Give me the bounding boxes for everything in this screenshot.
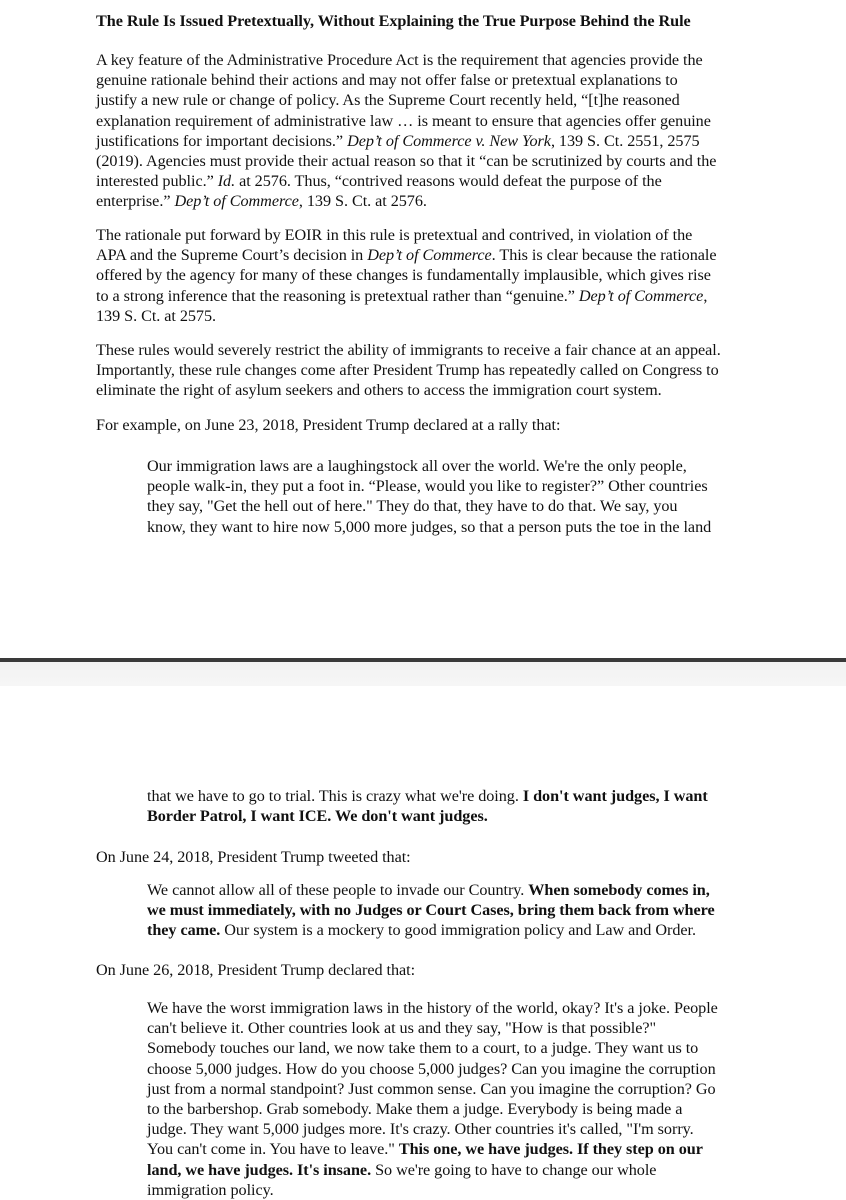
quote-june-26-remarks [147, 998, 747, 1200]
text-run: These rules would severely restrict the ability of immigrants to receive a fair chance at an appeal. [96, 341, 721, 359]
text-run: You can't come in. You have to leave." [147, 1140, 399, 1159]
text-line [96, 265, 756, 285]
text-line [147, 1160, 747, 1180]
text-run: For example, on June 23, 2018, President Trump declared at a rally that: [96, 416, 561, 434]
text-run: offered by the agency for many of these changes is fundamentally implausible, which gives rise [96, 266, 711, 285]
text-run: We cannot allow all of these people to invade our Country. [147, 881, 529, 899]
text-line [96, 131, 756, 151]
text-run: (2019). Agencies must provide their actual reason so that it “can be scrutinized by courts and the [96, 152, 717, 171]
quote-june-23-rally [147, 456, 747, 537]
text-line [96, 360, 756, 380]
text-line [147, 1018, 747, 1038]
text-line [147, 900, 747, 920]
text-run: they say, "Get the hell out of here." They do that, they have to do that. We say, you [147, 497, 678, 516]
text-run: that we have to go to trial. This is crazy what we're doing. [147, 787, 523, 805]
bold-text: When somebody comes in, [528, 881, 710, 899]
paragraph-restrict-appeals [96, 340, 756, 401]
text-line [96, 111, 756, 131]
bold-text: Border Patrol, I want ICE. We don't want judges. [147, 807, 488, 826]
text-line [147, 880, 747, 900]
text-run: So we're going to have to change our whole [371, 1160, 657, 1179]
text-line [96, 191, 756, 211]
text-line [147, 1038, 747, 1058]
case-citation: Id. [217, 172, 236, 191]
text-line [96, 847, 756, 867]
text-line [96, 171, 756, 191]
text-run: The rationale put forward by EOIR in this rule is pretextual and contrived, in violation of the [96, 226, 693, 244]
case-citation: Dep’t of Commerce [578, 286, 704, 305]
text-line [96, 151, 756, 171]
text-run: choose 5,000 judges. How do you choose 5,000 judges? Can you imagine the corruption [147, 1059, 716, 1078]
text-line [147, 786, 747, 806]
text-line [96, 245, 756, 265]
case-citation: Dep’t of Commerce v. New York [347, 131, 551, 150]
text-run: , 139 S. Ct. 2551, 2575 [550, 131, 700, 150]
text-line [96, 960, 756, 980]
quote-june-23-rally-continued [147, 786, 747, 826]
page-separator [0, 658, 846, 686]
text-run: to the barbershop. Grab somebody. Make them a judge. Everybody is being made a [147, 1100, 683, 1119]
text-run: APA and the Supreme Court’s decision in [96, 246, 368, 265]
text-line [147, 476, 747, 496]
text-line [147, 1059, 747, 1079]
text-run: justifications for important decisions.” [96, 131, 348, 150]
text-line [147, 1139, 747, 1159]
text-run: . This is clear because the rationale [491, 246, 717, 265]
text-run: at 2576. Thus, “contrived reasons would defeat the purpose of the [235, 172, 662, 191]
paragraph-june-23-intro [96, 415, 756, 435]
case-citation: Dep’t of Commerce [174, 192, 299, 211]
text-line [96, 340, 756, 360]
quote-june-24-tweet [147, 880, 747, 941]
text-line [147, 998, 747, 1018]
text-run: On June 26, 2018, President Trump declared that: [96, 961, 416, 979]
text-run: enterprise.” [96, 192, 175, 211]
text-line [147, 806, 747, 826]
paragraph-pretextual-rationale [96, 225, 756, 326]
text-run: to a strong inference that the reasoning is pretextual rather than “genuine.” [96, 286, 579, 305]
text-run: 139 S. Ct. at 2575. [96, 306, 217, 325]
text-line [96, 415, 756, 435]
text-line [147, 456, 747, 476]
text-run: interested public.” [96, 172, 218, 191]
bold-text: they came. [147, 921, 221, 940]
text-run: judge. They want 5,000 judges more. It's crazy. Other countries it's called, "I'm sorry. [147, 1120, 694, 1139]
bold-text: we must immediately, with no Judges or Court Cases, bring them back from where [147, 901, 715, 920]
text-line [96, 380, 756, 400]
text-run: eliminate the right of asylum seekers and others to access the immigration court system. [96, 381, 662, 400]
text-run: Importantly, these rule changes come after President Trump has repeatedly called on Congress to [96, 361, 719, 380]
text-run: , [703, 286, 708, 305]
text-line [96, 50, 756, 70]
text-line [147, 517, 747, 537]
bold-text: This one, we have judges. If they step on our [398, 1140, 703, 1159]
text-line [147, 496, 747, 516]
text-run: justify a new rule or change of policy. As the Supreme Court recently held, “[t]he reasoned [96, 91, 680, 110]
text-line [147, 1180, 747, 1200]
text-run: Somebody touches our land, we now take them to a court, to a judge. They want us to [147, 1039, 699, 1058]
paragraph-apa-requirement [96, 50, 756, 212]
section-heading: The Rule Is Issued Pretextually, Without Explaining the True Purpose Behind the Rule [96, 12, 691, 30]
text-run: On June 24, 2018, President Trump tweeted that: [96, 848, 411, 866]
text-line [96, 70, 756, 90]
text-run: people walk-in, they put a foot in. “Please, would you like to register?” Other countries [147, 477, 708, 496]
text-run: Our immigration laws are a laughingstock all over the world. We're the only people, [147, 457, 687, 475]
paragraph-june-24-intro [96, 847, 756, 867]
text-line [96, 286, 756, 306]
text-run: We have the worst immigration laws in the history of the world, okay? It's a joke. People [147, 999, 718, 1017]
bold-text: I don't want judges, I want [522, 787, 708, 805]
text-run: , 139 S. Ct. at 2576. [298, 192, 427, 211]
text-run: know, they want to hire now 5,000 more judges, so that a person puts the toe in the land [147, 517, 712, 536]
text-run: A key feature of the Administrative Procedure Act is the requirement that agencies provide the [96, 51, 703, 69]
text-line [96, 306, 756, 326]
text-run: Our system is a mockery to good immigration policy and Law and Order. [220, 921, 696, 940]
paragraph-june-26-intro [96, 960, 756, 980]
text-run: immigration policy. [147, 1180, 274, 1199]
text-run: explanation requirement of administrative law … is meant to ensure that agencies offer genuine [96, 111, 711, 130]
text-line [147, 1119, 747, 1139]
text-line [147, 920, 747, 940]
text-run: genuine rationale behind their actions and may not offer false or pretextual explanations to [96, 71, 678, 90]
case-citation: Dep’t of Commerce [367, 246, 492, 265]
text-run: can't believe it. Other countries look at us and they say, "How is that possible?" [147, 1019, 657, 1038]
text-run: just from a normal standpoint? Just common sense. Can you imagine the corruption? Go [147, 1079, 716, 1098]
text-line [147, 1099, 747, 1119]
text-line [96, 90, 756, 110]
text-line [147, 1079, 747, 1099]
bold-text: land, we have judges. It's insane. [147, 1160, 372, 1179]
text-line [96, 225, 756, 245]
